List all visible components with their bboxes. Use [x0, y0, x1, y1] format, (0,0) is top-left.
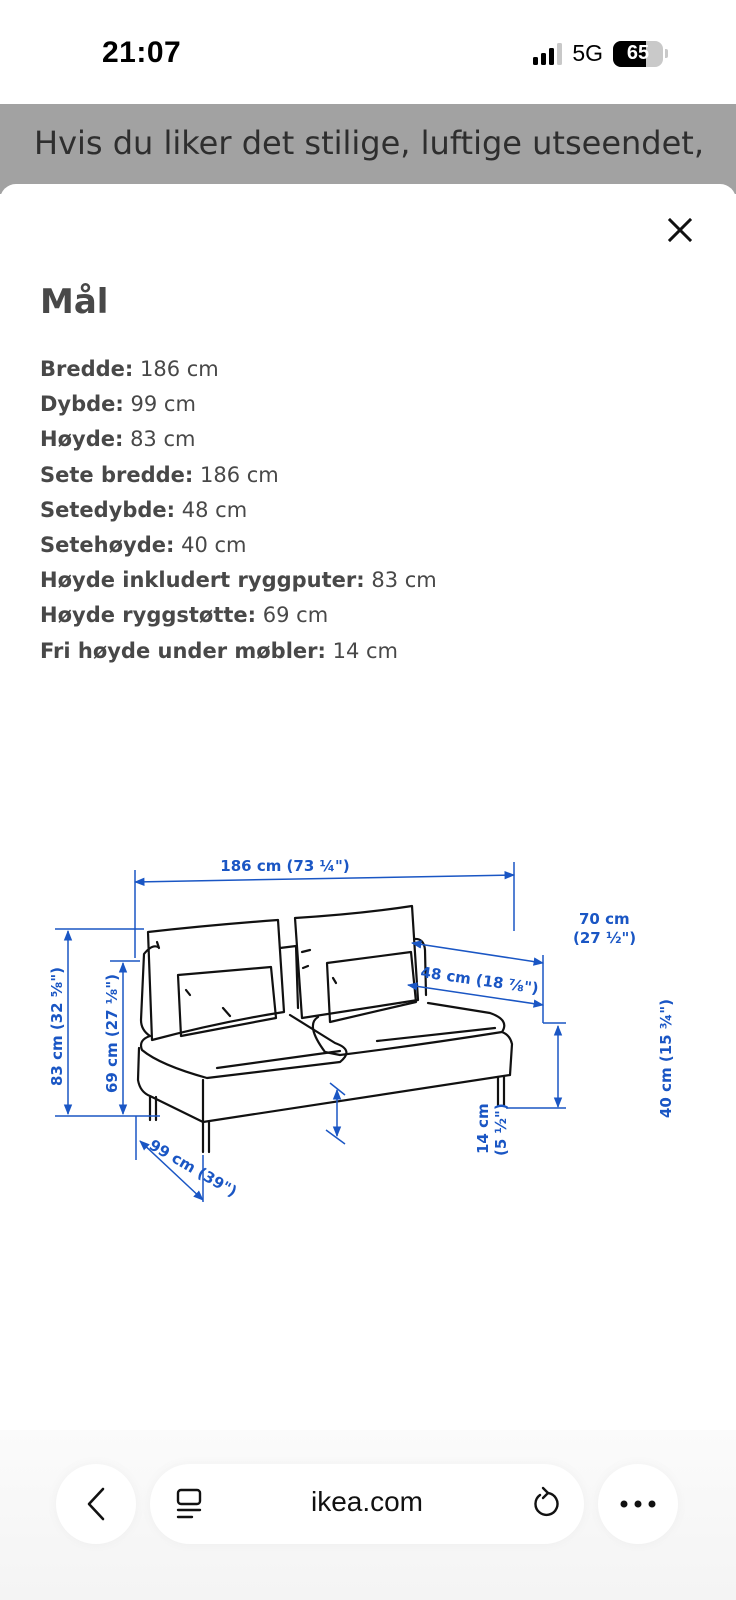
url-text: ikea.com	[310, 1486, 424, 1517]
label-seat-depth: 48 cm (18 ⅞")	[419, 963, 540, 998]
dimension-label: Bredde:	[40, 357, 134, 381]
browser-toolbar	[0, 1430, 736, 1600]
dimensions-list	[40, 352, 437, 669]
label-width: 186 cm (73 ¼")	[220, 857, 350, 875]
dimension-label: Høyde:	[40, 427, 124, 452]
dimension-value: 186 cm	[140, 357, 219, 381]
status-bar	[0, 0, 736, 104]
label-height: 83 cm (32 ⅝")	[48, 967, 66, 1086]
label-clearance: 14 cm	[474, 1103, 492, 1154]
background-page-text: Hvis du liker det stilige, luftige utseendet,	[34, 124, 704, 162]
close-icon	[668, 218, 692, 242]
dimension-item	[40, 528, 437, 563]
label-back-height: 69 cm (27 ⅛")	[103, 974, 121, 1093]
sofa-dimension-diagram	[40, 840, 700, 1220]
battery-icon	[613, 41, 663, 67]
dimension-label: Høyde ryggstøtte:	[40, 603, 257, 628]
back-button[interactable]	[56, 1464, 136, 1544]
network-type: 5G	[572, 40, 603, 66]
status-indicators	[533, 40, 668, 67]
reload-icon	[532, 1486, 560, 1520]
dimension-label: Dybde:	[40, 392, 124, 417]
dimension-item	[40, 634, 437, 669]
sheet-title: Mål	[40, 282, 109, 322]
label-seat-height: 40 cm (15 ¾")	[657, 999, 675, 1118]
dimension-label: Høyde inkludert ryggputer:	[40, 568, 365, 593]
more-dots-icon	[620, 1500, 656, 1508]
dimension-value: 69 cm	[262, 603, 329, 628]
dimension-value: 14 cm	[332, 638, 398, 663]
label-depth: 99 cm (39")	[146, 1135, 241, 1201]
chevron-left-icon	[85, 1487, 107, 1521]
dimension-value: 99 cm	[130, 392, 196, 417]
sofa-drawing	[138, 906, 512, 1152]
dimension-value: 186 cm	[199, 462, 279, 487]
dimension-label: Sete bredde:	[40, 462, 194, 487]
battery-tip	[665, 49, 668, 58]
label-clearance-inch: (5 ½")	[492, 1103, 510, 1156]
dimension-item	[40, 352, 437, 387]
dimension-item	[40, 458, 437, 493]
cellular-signal-icon	[533, 43, 562, 65]
dimension-value: 40 cm	[181, 533, 247, 558]
dimension-item	[40, 387, 437, 422]
status-time: 21:07	[102, 36, 182, 69]
dimension-value: 83 cm	[130, 427, 196, 452]
dimension-value: 48 cm	[181, 497, 248, 522]
page-backdrop[interactable]	[0, 104, 736, 194]
dimension-item	[40, 493, 437, 528]
dimension-item	[40, 422, 437, 457]
dimension-label: Setehøyde:	[40, 533, 175, 558]
dimension-label: Fri høyde under møbler:	[40, 638, 326, 663]
url-bar[interactable]	[150, 1464, 584, 1544]
dimension-item	[40, 563, 437, 598]
dimension-value: 83 cm	[371, 568, 437, 593]
battery-percent: 65	[626, 42, 650, 64]
close-button[interactable]	[660, 210, 700, 250]
dimensions-sheet	[0, 184, 736, 1600]
label-depth-cushion-inch: (27 ½")	[573, 929, 637, 947]
more-button[interactable]	[598, 1464, 678, 1544]
dimension-item	[40, 598, 437, 633]
dimension-label: Setedybde:	[40, 497, 176, 522]
label-depth-cushion: 70 cm	[579, 910, 630, 928]
reload-button[interactable]	[532, 1486, 560, 1524]
